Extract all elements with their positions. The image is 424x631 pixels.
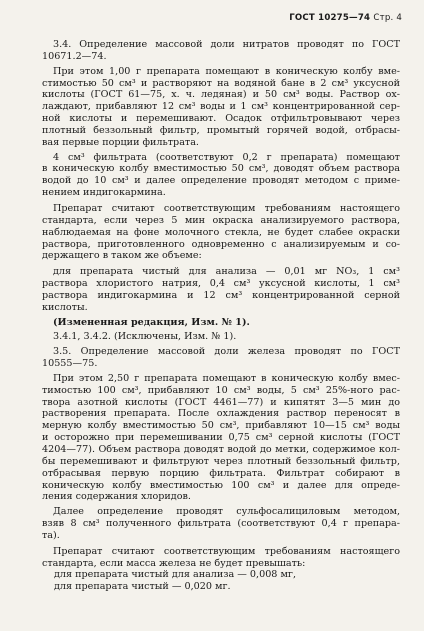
compliance-nitrate-paragraph: [42, 203, 400, 262]
text-line: лаждают, прибавляют 12 см³ воды и 1 см³ концентрированной сер-: [42, 101, 400, 113]
document-body: [42, 39, 400, 593]
text-line: кислоты (ГОСТ 61—75, х. ч. ледяная) и 50 см³ воды. Раствор ох-: [42, 89, 400, 101]
text-line: При этом 2,50 г препарата помещают в коническую колбу вмес-: [53, 372, 400, 384]
text-line: При этом 1,00 г препарата помещают в коническую колбу вме-: [53, 65, 400, 77]
text-line: плотный беззольный фильтр, промытый горячей водой, отбрасы-: [42, 124, 400, 136]
text-line: (Измененная редакция, Изм. № 1).: [53, 316, 250, 328]
text-line: для препарата чистый для анализа — 0,008 мг,: [54, 569, 296, 581]
text-line: стимостью 50 см³ и растворяют на водяной бане в 2 см³ уксусной: [42, 77, 400, 89]
text-line: Препарат считают соответствующим требованиям настоящего: [53, 545, 400, 557]
iron-procedure-paragraph: [42, 373, 400, 503]
text-line: 10671.2—74.: [42, 50, 107, 62]
text-line: 3.4. Определение массовой доли нитратов проводят по ГОСТ: [53, 39, 400, 50]
text-line: кислоты.: [42, 301, 88, 313]
text-line: взяв 8 см³ полученного фильтрата (соответствуют 0,4 г препара-: [42, 518, 400, 530]
text-line: для препарата чистый для анализа — 0,01 мг NO₃, 1 см³: [53, 266, 400, 278]
text-line: 10555—75.: [42, 358, 98, 370]
text-line: вая первые порции фильтрата.: [42, 136, 199, 148]
filtrate-paragraph: [42, 152, 400, 199]
text-line: коническую колбу вместимостью 100 см³ и далее для опреде-: [42, 479, 400, 491]
standard-number: ГОСТ 10275—74: [289, 13, 371, 23]
nitrate-reference-paragraph: [42, 266, 400, 313]
section-3-5-paragraph: [42, 346, 400, 370]
page-number: Стр. 4: [373, 13, 402, 23]
text-line: водой до 10 см³ и далее определение проводят методом с приме-: [42, 175, 400, 187]
text-line: 3.5. Определение массовой доли железа проводят по ГОСТ: [53, 346, 400, 358]
text-line: раствора, приготовленного одновременно с анализируемым и со-: [42, 238, 400, 250]
excluded-sections-note: [42, 331, 400, 343]
text-line: отбрасывая первую порцию фильтрата. Фильтрат собирают в: [42, 467, 400, 479]
text-line: и осторожно при перемешивании 0,75 см³ серной кислоты (ГОСТ: [42, 432, 400, 444]
nitrate-procedure-paragraph: [42, 66, 400, 149]
compliance-iron-paragraph: [42, 546, 400, 593]
text-line: растворения препарата. После охлаждения раствор переносят в: [42, 408, 400, 420]
text-line: 4204—77). Объем раствора доводят водой до метки, содержимое кол-: [42, 444, 400, 455]
page-header: [289, 13, 402, 23]
text-line: ления содержания хлоридов.: [42, 491, 191, 503]
text-line: та).: [42, 529, 60, 541]
text-line: нением индигокармина.: [42, 187, 166, 199]
text-line: для препарата чистый — 0,020 мг.: [54, 581, 231, 593]
text-line: Препарат считают соответствующим требованиям настоящего: [53, 202, 400, 214]
amendment-note: [42, 317, 400, 329]
section-3-4-paragraph: [42, 39, 400, 63]
text-line: тимостью 100 см³, прибавляют 10 см³ воды, 5 см³ 25%-ного рас-: [42, 384, 400, 396]
text-line: раствора индигокармина и 12 см³ концентрированной серной: [42, 289, 400, 301]
text-line: 3.4.1, 3.4.2. (Исключены, Изм. № 1).: [53, 331, 237, 343]
text-line: ной кислоты и перемешивают. Осадок отфильтровывают через: [42, 113, 400, 125]
text-line: в коническую колбу вместимостью 50 см³, доводят объем раствора: [42, 163, 400, 175]
text-line: твора азотной кислоты (ГОСТ 4461—77) и кипятят 3—5 мин до: [42, 396, 400, 408]
sulfosalicylic-paragraph: [42, 506, 400, 542]
text-line: бы перемешивают и фильтруют через плотный беззольный фильтр,: [42, 455, 400, 467]
text-line: стандарта, если масса железа не будет превышать:: [42, 557, 306, 569]
text-line: Далее определение проводят сульфосалициловым методом,: [53, 506, 400, 518]
text-line: раствора хлористого натрия, 0,4 см³ уксусной кислоты, 1 см³: [42, 278, 400, 290]
text-line: держащего в таком же объеме:: [42, 250, 202, 262]
text-line: наблюдаемая на фоне молочного стекла, не будет слабее окраски: [42, 226, 400, 238]
text-line: мерную колбу вместимостью 50 см³, прибавляют 10—15 см³ воды: [42, 420, 400, 432]
text-line: 4 см³ фильтрата (соответствуют 0,2 г препарата) помещают: [53, 151, 400, 163]
text-line: стандарта, если через 5 мин окраска анализируемого раствора,: [42, 214, 400, 226]
